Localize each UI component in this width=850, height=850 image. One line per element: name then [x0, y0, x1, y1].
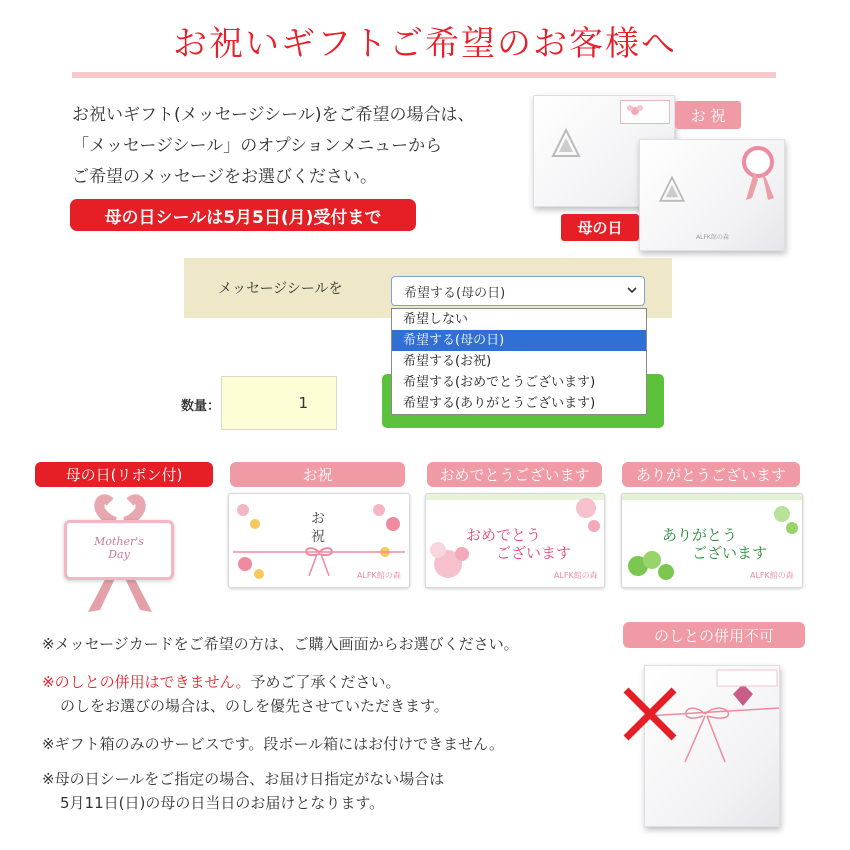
omedetou-card-brand: ALFK館の森 [554, 571, 598, 580]
category-label-oiwai: お祝 [230, 462, 405, 487]
intro-line-3: ご希望のメッセージをお選びください。 [72, 167, 377, 187]
mothers-day-line1: Mother's [94, 535, 144, 548]
omedetou-card-line2: ございます [496, 544, 572, 562]
oiwai-card-line1: お [311, 511, 325, 527]
deadline-badge: 母の日シールは5月5日(月)受付まで [70, 199, 416, 231]
note-noshi-rest: 予めご了承ください。 [250, 673, 401, 691]
option-arigatou[interactable]: 希望する(ありがとうございます) [403, 396, 596, 411]
note-delivery [42, 767, 444, 815]
box-brand-text: ALFK館の森 [696, 234, 729, 241]
prohibited-x-icon [620, 684, 680, 744]
category-label-arigatou: ありがとうございます [622, 462, 800, 487]
gift-box-hahanohi-image [639, 139, 785, 251]
category-label-ribbon: 母の日(リボン付) [35, 462, 213, 487]
intro-text [72, 100, 474, 193]
hahanohi-box-label: 母の日 [561, 214, 639, 241]
brand-logo-icon [654, 172, 690, 208]
oiwai-card-line2: 祝 [311, 529, 325, 545]
note-noshi [42, 670, 449, 718]
page-title: お祝いギフトご希望のお客様へ [173, 24, 677, 64]
brand-logo-icon [546, 124, 586, 164]
note-message-card: ※メッセージカードをご希望の方は、ご購入画面からお選びください。 [42, 635, 519, 653]
omedetou-card-image [425, 493, 605, 588]
quantity-input[interactable]: 1 [221, 376, 337, 430]
option-oiwai[interactable]: 希望する(お祝) [403, 354, 492, 369]
oiwai-card-image [228, 493, 410, 588]
note-delivery-line2: 5月11日(日)の母の日当日のお届けとなります。 [60, 794, 385, 812]
noshi-incompatible-label: のしとの併用不可 [623, 622, 805, 648]
note-delivery-line1: ※母の日シールをご指定の場合、お届け日指定がない場合は [42, 770, 445, 788]
select-current-value: 希望する(母の日) [404, 285, 506, 301]
option-none[interactable]: 希望しない [403, 312, 469, 327]
note-gift-box-only: ※ギフト箱のみのサービスです。段ボール箱にはお付けできません。 [42, 735, 504, 753]
message-seal-label: メッセージシールを [218, 281, 343, 297]
intro-line-1: お祝いギフト(メッセージシール)をご希望の場合は、 [72, 105, 475, 125]
message-seal-select[interactable] [391, 276, 645, 306]
quantity-label: 数量： [181, 399, 221, 414]
option-hahanohi[interactable]: 希望する(母の日) [392, 330, 646, 351]
mothers-day-line2: Day [108, 548, 130, 561]
arigatou-card-image [621, 493, 803, 588]
option-omedetou[interactable]: 希望する(おめでとうございます) [403, 375, 596, 390]
flower-icon [626, 102, 644, 120]
intro-line-2: 「メッセージシール」のオプションメニューから [72, 136, 443, 156]
note-noshi-warning: ※のしとの併用はできません。 [42, 673, 251, 691]
mothers-day-card [64, 520, 174, 580]
oiwai-box-label: お 祝 [675, 101, 741, 129]
message-seal-dropdown [391, 308, 647, 415]
title-divider [72, 72, 776, 78]
arigatou-card-brand: ALFK館の森 [750, 571, 794, 580]
category-label-omedetou: おめでとうございます [427, 462, 602, 487]
mothers-day-ribbon-image [60, 492, 180, 618]
note-noshi-line2: のしをお選びの場合は、のしを優先させていただきます。 [60, 697, 449, 715]
arigatou-card-line2: ございます [692, 544, 768, 562]
arigatou-card-line1: ありがとう [662, 526, 738, 544]
oiwai-card-brand: ALFK館の森 [357, 571, 401, 580]
omedetou-card-line1: おめでとう [466, 526, 542, 544]
chevron-down-icon [626, 284, 638, 300]
ribbon-seal-icon [736, 144, 782, 204]
